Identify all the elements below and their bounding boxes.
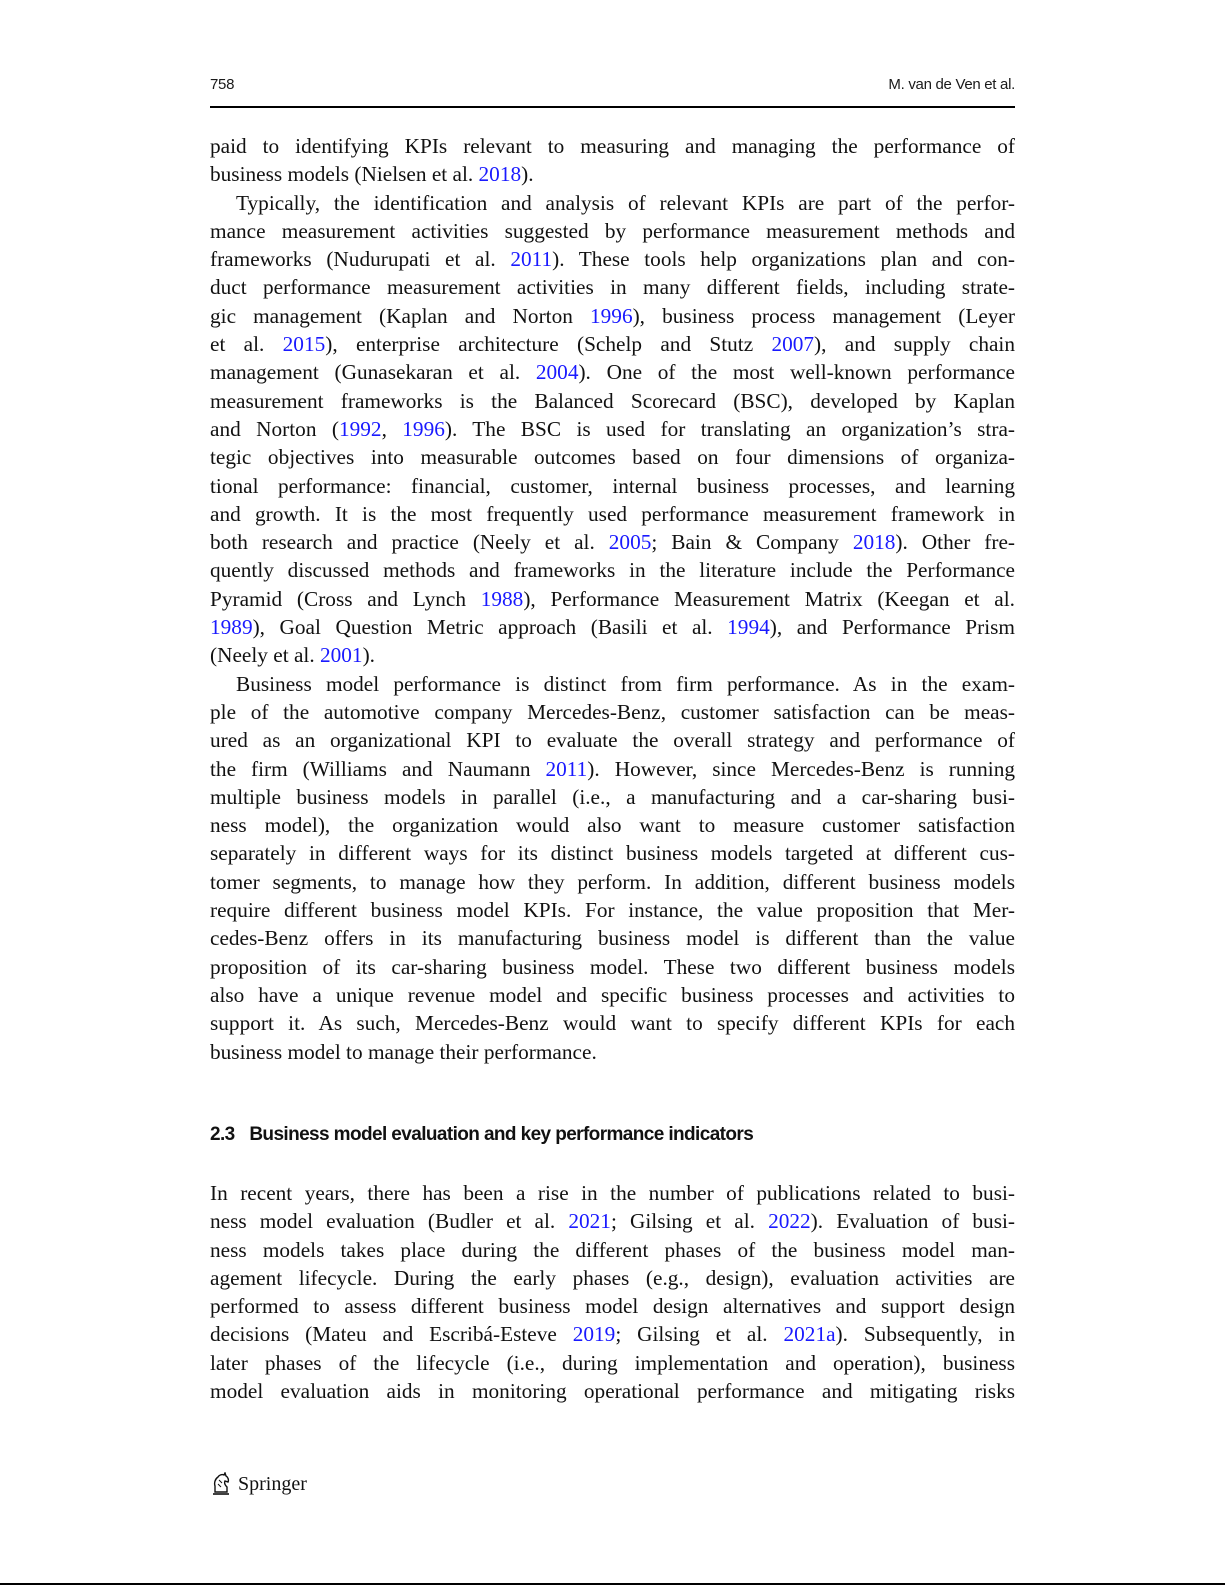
text-run: ), and supply chain <box>814 332 1016 357</box>
text-line <box>210 1320 1015 1348</box>
text-line <box>210 160 1015 188</box>
text-line <box>210 387 1015 415</box>
text-run: tional performance: financial, customer, internal business processes, and learning <box>210 473 1015 498</box>
text-line <box>210 1179 1015 1207</box>
citation-link[interactable]: 2015 <box>282 332 326 357</box>
text-run: ). <box>521 162 534 187</box>
citation-link[interactable]: 2004 <box>535 360 579 385</box>
text-run: agement lifecycle. During the early phases (e.g., design), evaluation activities are <box>210 1265 1015 1290</box>
text-run: ), Performance Measurement Matrix (Keegan et al. <box>523 586 1016 611</box>
text-run: also have a unique revenue model and specific business processes and activities to <box>210 982 1015 1007</box>
citation-link[interactable]: 2001 <box>319 643 363 668</box>
publisher-footer <box>210 1470 307 1498</box>
text-run: frameworks (Nudurupati et al. <box>210 247 511 272</box>
springer-horse-icon <box>210 1472 232 1496</box>
text-line <box>210 500 1015 528</box>
text-line <box>210 1377 1015 1405</box>
text-run: tegic objectives into measurable outcomes based on four dimensions of organiza- <box>210 445 1015 470</box>
body-text <box>210 132 1015 1066</box>
running-header <box>210 76 1015 98</box>
citation-link[interactable]: 1988 <box>480 586 524 611</box>
text-run: Typically, the identification and analysis of relevant KPIs are part of the perfor- <box>236 190 1015 215</box>
text-run: management (Gunasekaran et al. <box>210 360 536 385</box>
text-run: support it. As such, Mercedes-Benz would want to specify different KPIs for each <box>210 1011 1015 1036</box>
text-line <box>210 755 1015 783</box>
paragraph <box>210 189 1015 670</box>
text-line <box>210 1038 1015 1066</box>
text-run: (Neely et al. <box>210 643 320 668</box>
text-line <box>210 868 1015 896</box>
citation-link[interactable]: 2011 <box>510 247 553 272</box>
citation-link[interactable]: 2007 <box>771 332 815 357</box>
text-run: later phases of the lifecycle (i.e., during implementation and operation), business <box>210 1350 1015 1375</box>
text-line <box>210 273 1015 301</box>
text-run: require different business model KPIs. For instance, the value proposition that Mer- <box>210 898 1015 923</box>
text-line <box>210 330 1015 358</box>
text-run: ; Gilsing et al. <box>610 1209 769 1234</box>
text-run: ). These tools help organizations plan and con- <box>552 247 1015 272</box>
paragraph <box>210 1179 1015 1405</box>
text-line <box>210 1236 1015 1264</box>
text-line <box>210 811 1015 839</box>
section-body-text <box>210 1179 1015 1405</box>
text-run: ). However, since Mercedes-Benz is running <box>587 756 1016 781</box>
text-run: ). Subsequently, in <box>835 1322 1015 1347</box>
text-run: ness model evaluation (Budler et al. <box>210 1209 569 1234</box>
text-run: ), and Performance Prism <box>769 615 1015 640</box>
paragraph <box>210 132 1015 189</box>
text-run: , <box>381 416 403 441</box>
citation-link[interactable]: 2005 <box>608 530 652 555</box>
section-title: Business model evaluation and key performance indicators <box>249 1124 754 1145</box>
text-line <box>210 556 1015 584</box>
text-run: both research and practice (Neely et al. <box>210 530 609 555</box>
text-line <box>210 1264 1015 1292</box>
text-run: Business model performance is distinct from firm performance. As in the exam- <box>236 671 1015 696</box>
text-line <box>210 839 1015 867</box>
text-run: mance measurement activities suggested by performance measurement methods and <box>210 218 1015 243</box>
text-line <box>210 1207 1015 1235</box>
text-run: measurement frameworks is the Balanced Scorecard (BSC), developed by Kaplan <box>210 388 1015 413</box>
page-number: 758 <box>210 76 235 93</box>
text-line <box>210 613 1015 641</box>
citation-link[interactable]: 1989 <box>210 615 253 640</box>
text-run: ness models takes place during the different phases of the business model man- <box>210 1237 1015 1262</box>
text-line <box>210 953 1015 981</box>
text-run: ured as an organizational KPI to evaluate the overall strategy and performance of <box>210 728 1015 753</box>
text-run: et al. <box>210 332 283 357</box>
citation-link[interactable]: 1992 <box>338 416 382 441</box>
text-run: quently discussed methods and frameworks in the literature include the Performance <box>210 558 1015 583</box>
citation-link[interactable]: 2021 <box>568 1209 611 1234</box>
text-run: multiple business models in parallel (i.e., a manufacturing and a car-sharing busi- <box>210 784 1015 809</box>
text-run: ). The BSC is used for translating an organization’s stra- <box>444 416 1015 441</box>
text-run: Pyramid (Cross and Lynch <box>210 586 481 611</box>
citation-link[interactable]: 1994 <box>727 615 770 640</box>
section-number: 2.3 <box>210 1124 235 1145</box>
text-line <box>210 217 1015 245</box>
text-line <box>210 358 1015 386</box>
text-run: ). Other fre- <box>895 530 1015 555</box>
text-line <box>210 783 1015 811</box>
running-author: M. van de Ven et al. <box>888 76 1015 93</box>
text-line <box>210 585 1015 613</box>
citation-link[interactable]: 2018 <box>478 162 522 187</box>
text-line <box>210 245 1015 273</box>
text-line <box>210 1009 1015 1037</box>
text-line <box>210 641 1015 669</box>
text-line <box>210 415 1015 443</box>
text-run: model evaluation aids in monitoring operational performance and mitigating risks <box>210 1379 1015 1404</box>
text-run: ). One of the most well-known performance <box>578 360 1015 385</box>
text-run: tomer segments, to manage how they perform. In addition, different business models <box>210 869 1015 894</box>
text-run: ). <box>362 643 375 668</box>
text-line <box>210 132 1015 160</box>
text-line <box>210 1292 1015 1320</box>
section-heading <box>210 1124 1015 1146</box>
text-run: ; Gilsing et al. <box>615 1322 784 1347</box>
text-run: ), business process management (Leyer <box>632 303 1016 328</box>
text-run: cedes-Benz offers in its manufacturing business model is different than the value <box>210 926 1015 951</box>
text-run: performed to assess different business model design alternatives and support design <box>210 1294 1015 1319</box>
text-line <box>210 1349 1015 1377</box>
text-run: ple of the automotive company Mercedes-Benz, customer satisfaction can be meas- <box>210 699 1015 724</box>
text-run: and growth. It is the most frequently used performance measurement framework in <box>210 501 1015 526</box>
text-line <box>210 302 1015 330</box>
text-line <box>210 528 1015 556</box>
text-line <box>210 670 1015 698</box>
text-run: and Norton ( <box>210 416 339 441</box>
text-run: separately in different ways for its distinct business models targeted at different cus- <box>210 841 1015 866</box>
text-line <box>210 981 1015 1009</box>
text-line <box>210 472 1015 500</box>
text-run: ; Bain & Company <box>651 530 853 555</box>
text-run: duct performance measurement activities in many different fields, including strate- <box>210 275 1015 300</box>
citation-link[interactable]: 1996 <box>402 416 445 441</box>
paragraph <box>210 670 1015 1066</box>
text-line <box>210 698 1015 726</box>
text-line <box>210 726 1015 754</box>
text-run: ness model), the organization would also want to measure customer satisfaction <box>210 813 1015 838</box>
text-line <box>210 443 1015 471</box>
citation-link[interactable]: 2021a <box>783 1322 836 1347</box>
text-run: ), enterprise architecture (Schelp and Stutz <box>325 332 772 357</box>
header-rule <box>210 106 1015 108</box>
citation-link[interactable]: 2019 <box>572 1322 616 1347</box>
citation-link[interactable]: 2022 <box>768 1209 811 1234</box>
text-run: ), Goal Question Metric approach (Basili et al. <box>252 615 728 640</box>
text-run: ). Evaluation of busi- <box>810 1209 1015 1234</box>
text-run: gic management (Kaplan and Norton <box>210 303 590 328</box>
text-line <box>210 896 1015 924</box>
citation-link[interactable]: 2018 <box>852 530 896 555</box>
text-line <box>210 924 1015 952</box>
text-run: the firm (Williams and Naumann <box>210 756 546 781</box>
text-run: paid to identifying KPIs relevant to measuring and managing the performance of <box>210 134 1015 158</box>
text-run: In recent years, there has been a rise in the number of publications related to busi- <box>210 1181 1015 1205</box>
citation-link[interactable]: 1996 <box>590 303 633 328</box>
text-line <box>210 189 1015 217</box>
text-run: business model to manage their performance. <box>210 1039 597 1064</box>
text-run: business models (Nielsen et al. <box>210 162 479 187</box>
citation-link[interactable]: 2011 <box>545 756 588 781</box>
text-run: decisions (Mateu and Escribá-Esteve <box>210 1322 573 1347</box>
text-run: proposition of its car-sharing business model. These two different business models <box>210 954 1015 979</box>
publisher-name: Springer <box>238 1472 307 1495</box>
